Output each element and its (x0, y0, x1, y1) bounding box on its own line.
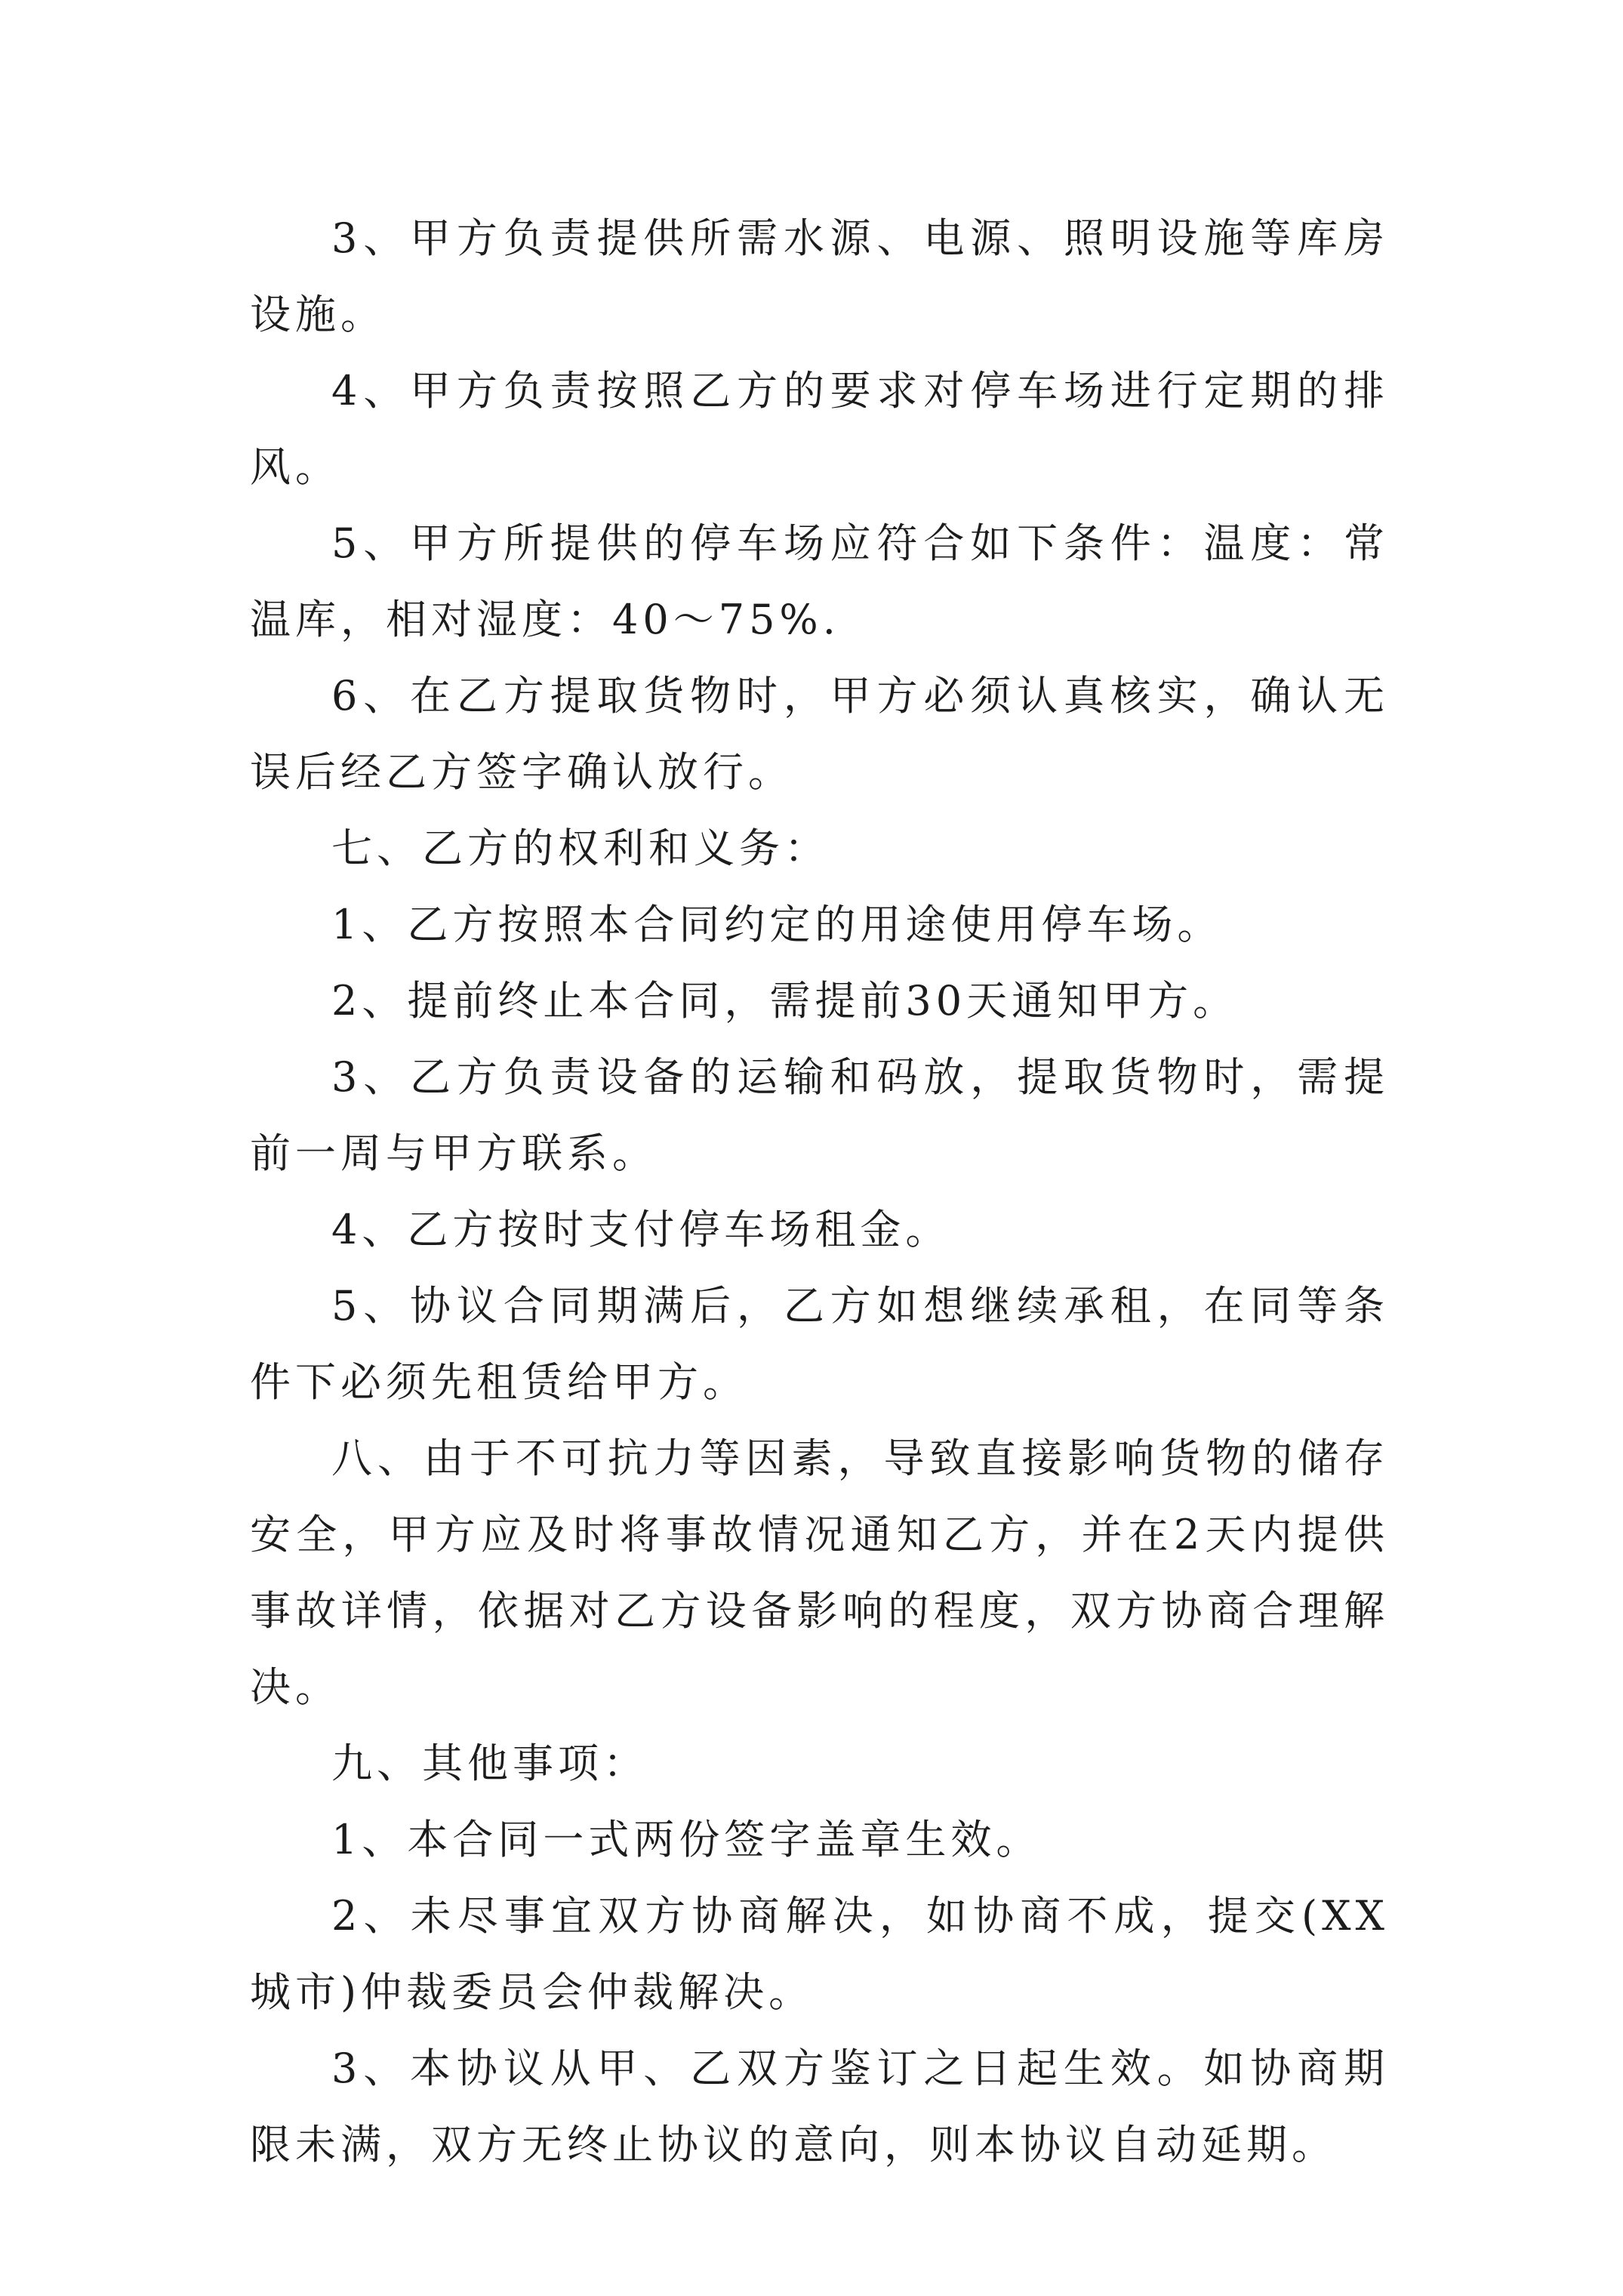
clause-9-3-effective: 3、本协议从甲、乙双方鉴订之日起生效。如协商期限未满，双方无终止协议的意向，则本协议自动延期。 (250, 2045, 1389, 2168)
clause-9-1-copies: 1、本合同一式两份签字盖章生效。 (331, 1816, 1042, 1863)
clause-9-2-arbitration: 2、未尽事宜双方协商解决，如协商不成，提交(XX城市)仲裁委员会仲裁解决。 (250, 1892, 1389, 2016)
clause-5-conditions: 5、甲方所提供的停车场应符合如下条件：温度：常温库，相对湿度：40～75%. (250, 519, 1389, 643)
document-body (250, 200, 1389, 2183)
section-7-heading: 七、乙方的权利和义务： (331, 824, 830, 872)
clause-7-3-transport: 3、乙方负责设备的运输和码放，提取货物时，需提前一周与甲方联系。 (250, 1053, 1389, 1177)
clause-6-pickup-verification: 6、在乙方提取货物时，甲方必须认真核实，确认无误后经乙方签字确认放行。 (250, 672, 1389, 796)
clause-3-water-power: 3、甲方负责提供所需水源、电源、照明设施等库房设施。 (250, 214, 1389, 338)
clause-7-4-rent: 4、乙方按时支付停车场租金。 (331, 1206, 951, 1253)
clause-7-2-termination: 2、提前终止本合同，需提前30天通知甲方。 (331, 977, 1239, 1025)
clause-7-5-renewal: 5、协议合同期满后，乙方如想继续承租，在同等条件下必须先租赁给甲方。 (250, 1282, 1389, 1406)
section-9-heading: 九、其他事项： (331, 1740, 648, 1787)
section-8-force-majeure: 八、由于不可抗力等因素，导致直接影响货物的储存安全，甲方应及时将事故情况通知乙方，并在2天内提供事故详情，依据对乙方设备影响的程度，双方协商合理解决。 (250, 1435, 1389, 1711)
clause-7-1-usage: 1、乙方按照本合同约定的用途使用停车场。 (331, 901, 1223, 948)
clause-4-ventilation: 4、甲方负责按照乙方的要求对停车场进行定期的排风。 (250, 367, 1389, 491)
